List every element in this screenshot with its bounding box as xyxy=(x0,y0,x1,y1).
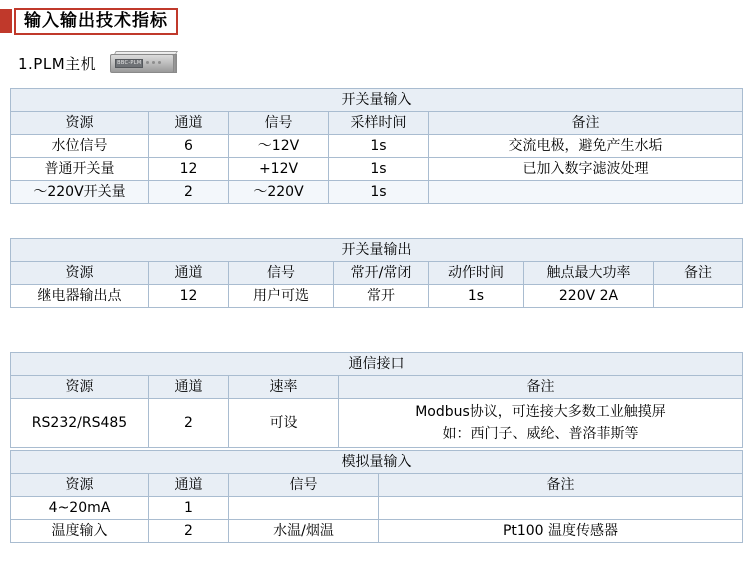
cell-sample-time: 1s xyxy=(329,158,429,181)
table-row xyxy=(11,497,743,520)
device-leds xyxy=(146,61,161,64)
column-header: 触点最大功率 xyxy=(524,262,654,285)
table-header-row xyxy=(11,262,743,285)
cell-remark xyxy=(654,285,743,308)
table-row xyxy=(11,520,743,543)
table-row xyxy=(11,399,743,448)
column-header: 常开/常闭 xyxy=(334,262,429,285)
cell-resource: 继电器输出点 xyxy=(11,285,149,308)
column-header: 通道 xyxy=(149,112,229,135)
cell-contact-type: 常开 xyxy=(334,285,429,308)
cell-sample-time: 1s xyxy=(329,135,429,158)
column-header: 资源 xyxy=(11,112,149,135)
cell-signal: +12V xyxy=(229,158,329,181)
device-brand-label: BBC-PLM xyxy=(117,60,142,66)
cell-signal: ～12V xyxy=(229,135,329,158)
table-band-title: 模拟量输入 xyxy=(11,451,743,474)
cell-channel: 12 xyxy=(149,158,229,181)
column-header: 备注 xyxy=(429,112,743,135)
column-header: 速率 xyxy=(229,376,339,399)
cell-rate: 可设 xyxy=(229,399,339,448)
column-header: 信号 xyxy=(229,262,334,285)
cell-resource: 温度输入 xyxy=(11,520,149,543)
section-label: 1.PLM主机 xyxy=(18,54,97,73)
cell-remark xyxy=(429,181,743,204)
page-title: 输入输出技术指标 xyxy=(14,8,178,35)
title-accent-block xyxy=(0,9,12,33)
cell-remark: Pt100 温度传感器 xyxy=(379,520,743,543)
plm-host-device-image xyxy=(106,50,178,76)
cell-remark xyxy=(379,497,743,520)
column-header: 信号 xyxy=(229,112,329,135)
cell-resource: 水位信号 xyxy=(11,135,149,158)
table-row xyxy=(11,181,743,204)
cell-channel: 1 xyxy=(149,497,229,520)
cell-channel: 12 xyxy=(149,285,229,308)
table-band-row xyxy=(11,89,743,112)
table-band-row xyxy=(11,451,743,474)
cell-max-power: 220V 2A xyxy=(524,285,654,308)
column-header: 通道 xyxy=(149,474,229,497)
table-row xyxy=(11,158,743,181)
cell-signal: ～220V xyxy=(229,181,329,204)
cell-channel: 2 xyxy=(149,181,229,204)
column-header: 采样时间 xyxy=(329,112,429,135)
cell-resource: 普通开关量 xyxy=(11,158,149,181)
column-header: 备注 xyxy=(379,474,743,497)
cell-sample-time: 1s xyxy=(329,181,429,204)
cell-signal: 用户可选 xyxy=(229,285,334,308)
table-band-title: 开关量输入 xyxy=(11,89,743,112)
table-digital-input xyxy=(10,88,743,204)
table-communication xyxy=(10,352,743,448)
column-header: 备注 xyxy=(654,262,743,285)
cell-resource: ～220V开关量 xyxy=(11,181,149,204)
cell-remark: Modbus协议，可连接大多数工业触摸屏 如：西门子、威纶、普洛菲斯等 xyxy=(339,399,743,448)
table-digital-output xyxy=(10,238,743,308)
column-header: 备注 xyxy=(339,376,743,399)
table-band-row xyxy=(11,239,743,262)
table-row xyxy=(11,285,743,308)
column-header: 动作时间 xyxy=(429,262,524,285)
cell-channel: 2 xyxy=(149,520,229,543)
column-header: 资源 xyxy=(11,376,149,399)
column-header: 资源 xyxy=(11,474,149,497)
cell-remark: 交流电极，避免产生水垢 xyxy=(429,135,743,158)
column-header: 通道 xyxy=(149,376,229,399)
section-heading xyxy=(18,50,178,76)
cell-signal xyxy=(229,497,379,520)
table-header-row xyxy=(11,474,743,497)
cell-channel: 6 xyxy=(149,135,229,158)
table-header-row xyxy=(11,112,743,135)
cell-action-time: 1s xyxy=(429,285,524,308)
cell-remark: 已加入数字滤波处理 xyxy=(429,158,743,181)
page-title-banner xyxy=(0,8,178,34)
table-band-title: 开关量输出 xyxy=(11,239,743,262)
column-header: 资源 xyxy=(11,262,149,285)
column-header: 通道 xyxy=(149,262,229,285)
table-band-title: 通信接口 xyxy=(11,353,743,376)
table-header-row xyxy=(11,376,743,399)
column-header: 信号 xyxy=(229,474,379,497)
cell-channel: 2 xyxy=(149,399,229,448)
table-analog-input xyxy=(10,450,743,543)
table-band-row xyxy=(11,353,743,376)
cell-signal: 水温/烟温 xyxy=(229,520,379,543)
cell-resource: 4~20mA xyxy=(11,497,149,520)
table-row xyxy=(11,135,743,158)
cell-resource: RS232/RS485 xyxy=(11,399,149,448)
